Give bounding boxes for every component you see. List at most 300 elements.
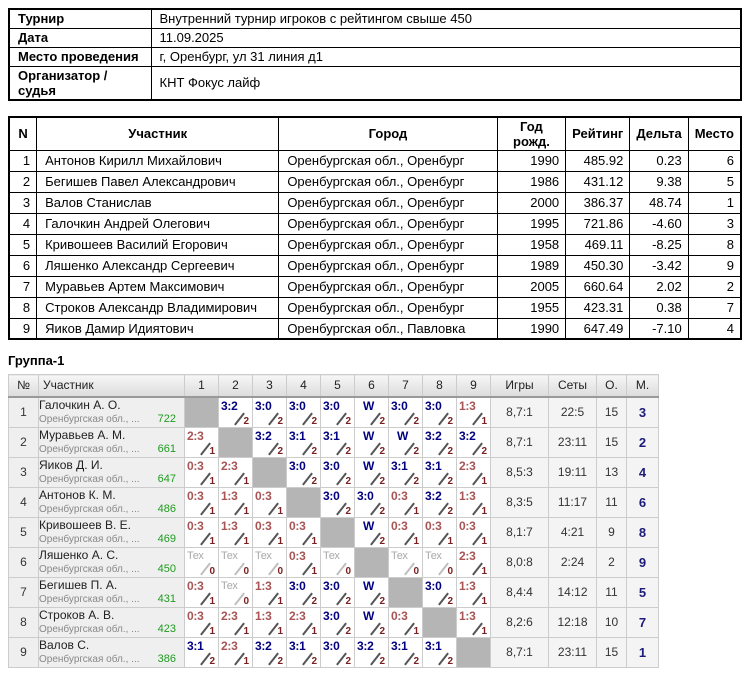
result-points: 2 xyxy=(311,415,317,427)
games-cell: 8,2:6 xyxy=(491,607,549,637)
info-value: КНТ Фокус лайф xyxy=(151,66,741,100)
group-header-row xyxy=(9,375,659,397)
group-row xyxy=(9,457,659,487)
result-points: 1 xyxy=(209,445,215,457)
sets-cell: 23:11 xyxy=(549,637,597,667)
result-points: 2 xyxy=(345,445,351,457)
group-crosstable xyxy=(8,374,659,668)
participant-delta: 9.38 xyxy=(630,171,688,192)
result-score: 3:0 xyxy=(323,458,340,473)
result-cell xyxy=(219,637,253,667)
participant-number: 6 xyxy=(9,255,37,276)
result-score: W xyxy=(363,578,375,593)
group-participant-cell xyxy=(39,517,185,547)
participant-region: Оренбургская обл., ... xyxy=(39,413,140,425)
participant-region: Оренбургская обл., ... xyxy=(39,533,140,545)
games-cell: 8,0:8 xyxy=(491,547,549,577)
result-points: 1 xyxy=(209,595,215,607)
participant-subline xyxy=(39,503,184,516)
result-points: 1 xyxy=(481,595,487,607)
place-cell: 1 xyxy=(627,637,659,667)
result-cell xyxy=(423,517,457,547)
participant-name: Валов С. xyxy=(39,637,90,652)
points-cell: 2 xyxy=(597,547,627,577)
result-score: 1:3 xyxy=(459,488,476,503)
result-cell-diagonal xyxy=(219,427,253,457)
result-score: 2:3 xyxy=(221,608,238,623)
group-header-opponent: 6 xyxy=(355,375,389,397)
result-cell xyxy=(185,457,219,487)
result-cell xyxy=(321,607,355,637)
result-points: 2 xyxy=(447,415,453,427)
participant-birth-year: 1990 xyxy=(497,318,565,339)
group-row xyxy=(9,427,659,457)
games-cell: 8,7:1 xyxy=(491,397,549,428)
result-points: 2 xyxy=(345,655,351,667)
result-cell-diagonal xyxy=(185,397,219,428)
result-points: 1 xyxy=(413,625,419,637)
participant-rating: 431 xyxy=(157,592,176,605)
result-score: Тех xyxy=(255,549,272,562)
group-title: Группа-1 xyxy=(8,353,65,368)
participant-region: Оренбургская обл., ... xyxy=(39,593,140,605)
participant-birth-year: 2005 xyxy=(497,276,565,297)
group-header-sets: Сеты xyxy=(549,375,597,397)
participants-header-cell: Дельта xyxy=(630,117,688,151)
result-cell xyxy=(219,397,253,428)
result-points: 1 xyxy=(277,625,283,637)
participant-place: 9 xyxy=(688,255,741,276)
result-points: 1 xyxy=(243,535,249,547)
participant-subline xyxy=(39,413,184,426)
result-points: 0 xyxy=(413,565,419,577)
result-score: 0:3 xyxy=(425,518,442,533)
sets-cell: 22:5 xyxy=(549,397,597,428)
result-points: 1 xyxy=(243,475,249,487)
result-cell xyxy=(253,427,287,457)
participant-rating: 660.64 xyxy=(566,276,630,297)
result-score: 2:3 xyxy=(459,548,476,563)
result-score: 3:0 xyxy=(323,638,340,653)
sets-cell: 11:17 xyxy=(549,487,597,517)
result-cell xyxy=(253,397,287,428)
result-score: 3:0 xyxy=(357,488,374,503)
result-cell xyxy=(423,637,457,667)
result-points: 2 xyxy=(447,655,453,667)
participant-name: Строков Александр Владимирович xyxy=(37,297,279,318)
result-points: 1 xyxy=(277,595,283,607)
result-cell xyxy=(253,607,287,637)
participant-birth-year: 1986 xyxy=(497,171,565,192)
result-cell xyxy=(287,577,321,607)
participant-row xyxy=(9,318,741,339)
participant-rating: 450 xyxy=(157,562,176,575)
result-cell xyxy=(423,577,457,607)
result-points: 2 xyxy=(379,535,385,547)
result-points: 2 xyxy=(379,595,385,607)
participant-delta: 0.38 xyxy=(630,297,688,318)
result-points: 2 xyxy=(311,475,317,487)
participant-number: 8 xyxy=(9,297,37,318)
result-cell-diagonal xyxy=(389,577,423,607)
place-cell: 8 xyxy=(627,517,659,547)
group-header-number: № xyxy=(9,375,39,397)
participant-birth-year: 1989 xyxy=(497,255,565,276)
result-points: 2 xyxy=(413,655,419,667)
result-score: 1:3 xyxy=(221,518,238,533)
group-participant-cell xyxy=(39,577,185,607)
points-cell: 11 xyxy=(597,487,627,517)
result-cell xyxy=(457,487,491,517)
result-cell xyxy=(219,457,253,487)
participant-name: Антонов К. М. xyxy=(39,487,116,502)
result-cell xyxy=(219,517,253,547)
participants-header-cell: N xyxy=(9,117,37,151)
participant-delta: 0.23 xyxy=(630,150,688,171)
result-score: 0:3 xyxy=(187,518,204,533)
participant-city: Оренбургская обл., Оренбург xyxy=(279,171,497,192)
games-cell: 8,7:1 xyxy=(491,637,549,667)
participant-name: Бегишев Павел Александрович xyxy=(37,171,279,192)
result-points: 1 xyxy=(413,505,419,517)
result-cell xyxy=(457,577,491,607)
result-cell xyxy=(457,517,491,547)
result-points: 1 xyxy=(481,505,487,517)
participant-name: Галочкин Андрей Олегович xyxy=(37,213,279,234)
result-points: 2 xyxy=(413,475,419,487)
result-score: 3:1 xyxy=(425,638,442,653)
participant-rating: 721.86 xyxy=(566,213,630,234)
group-row-number: 6 xyxy=(9,547,39,577)
result-score: 3:1 xyxy=(391,638,408,653)
participant-rating: 423.31 xyxy=(566,297,630,318)
participant-birth-year: 1955 xyxy=(497,297,565,318)
participant-rating: 469 xyxy=(157,532,176,545)
participant-subline xyxy=(39,473,184,486)
points-cell: 11 xyxy=(597,577,627,607)
result-cell xyxy=(389,517,423,547)
info-row xyxy=(9,28,741,47)
place-cell: 2 xyxy=(627,427,659,457)
info-value: г, Оренбург, ул 31 линия д1 xyxy=(151,47,741,66)
result-cell xyxy=(219,577,253,607)
result-score: 0:3 xyxy=(187,458,204,473)
info-row xyxy=(9,66,741,100)
result-points: 2 xyxy=(311,655,317,667)
info-row xyxy=(9,9,741,28)
result-score: Тех xyxy=(425,549,442,562)
result-score: 0:3 xyxy=(255,488,272,503)
result-cell xyxy=(287,457,321,487)
group-row-number: 4 xyxy=(9,487,39,517)
sets-cell: 19:11 xyxy=(549,457,597,487)
participant-birth-year: 2000 xyxy=(497,192,565,213)
participant-place: 8 xyxy=(688,234,741,255)
result-points: 1 xyxy=(481,535,487,547)
participant-region: Оренбургская обл., ... xyxy=(39,473,140,485)
participant-row xyxy=(9,192,741,213)
result-cell xyxy=(287,547,321,577)
participant-rating: 486 xyxy=(157,502,176,515)
result-cell xyxy=(389,487,423,517)
result-score: 3:2 xyxy=(425,428,442,443)
result-score: 3:1 xyxy=(391,458,408,473)
participant-number: 2 xyxy=(9,171,37,192)
participant-subline xyxy=(39,563,184,576)
sets-cell: 4:21 xyxy=(549,517,597,547)
group-row xyxy=(9,607,659,637)
result-score: 3:0 xyxy=(323,398,340,413)
result-points: 2 xyxy=(447,595,453,607)
place-cell: 3 xyxy=(627,397,659,428)
participant-rating: 485.92 xyxy=(566,150,630,171)
participant-row xyxy=(9,255,741,276)
result-cell xyxy=(253,637,287,667)
participant-region: Оренбургская обл., ... xyxy=(39,623,140,635)
participant-subline xyxy=(39,623,184,636)
result-points: 2 xyxy=(379,445,385,457)
result-points: 0 xyxy=(447,565,453,577)
participants-header-cell: Город xyxy=(279,117,497,151)
result-cell xyxy=(355,397,389,428)
result-score: 3:0 xyxy=(289,578,306,593)
group-header-opponent: 4 xyxy=(287,375,321,397)
participants-header-cell: Участник xyxy=(37,117,279,151)
participant-city: Оренбургская обл., Павловка xyxy=(279,318,497,339)
result-cell xyxy=(457,547,491,577)
participant-city: Оренбургская обл., Оренбург xyxy=(279,297,497,318)
result-score: W xyxy=(363,608,375,623)
group-row-number: 8 xyxy=(9,607,39,637)
group-participant-cell xyxy=(39,457,185,487)
participant-name: Ляшенко А. С. xyxy=(39,547,119,562)
result-points: 2 xyxy=(413,415,419,427)
participant-delta: -8.25 xyxy=(630,234,688,255)
points-cell: 15 xyxy=(597,637,627,667)
participant-rating: 450.30 xyxy=(566,255,630,276)
result-cell xyxy=(253,517,287,547)
participant-name: Строков А. В. xyxy=(39,607,115,622)
games-cell: 8,4:4 xyxy=(491,577,549,607)
result-cell xyxy=(185,547,219,577)
result-points: 2 xyxy=(277,445,283,457)
info-label: Турнир xyxy=(9,9,151,28)
result-cell xyxy=(389,547,423,577)
group-row xyxy=(9,517,659,547)
result-points: 2 xyxy=(447,445,453,457)
group-row xyxy=(9,487,659,517)
result-cell xyxy=(321,427,355,457)
group-row xyxy=(9,577,659,607)
result-cell xyxy=(185,637,219,667)
tournament-info-table xyxy=(8,8,742,101)
result-cell xyxy=(389,607,423,637)
result-score: 3:0 xyxy=(323,488,340,503)
group-participant-cell xyxy=(39,397,185,428)
info-label: Дата xyxy=(9,28,151,47)
result-points: 2 xyxy=(379,505,385,517)
participant-place: 5 xyxy=(688,171,741,192)
participant-rating: 647.49 xyxy=(566,318,630,339)
group-header-games: Игры xyxy=(491,375,549,397)
result-score: 3:0 xyxy=(289,398,306,413)
games-cell: 8,5:3 xyxy=(491,457,549,487)
result-cell xyxy=(287,427,321,457)
result-score: 3:2 xyxy=(459,428,476,443)
place-cell: 4 xyxy=(627,457,659,487)
result-points: 1 xyxy=(243,625,249,637)
info-value: 11.09.2025 xyxy=(151,28,741,47)
participant-number: 4 xyxy=(9,213,37,234)
result-score: 3:0 xyxy=(289,458,306,473)
result-points: 1 xyxy=(447,535,453,547)
result-points: 2 xyxy=(481,445,487,457)
result-points: 0 xyxy=(277,565,283,577)
participant-row xyxy=(9,171,741,192)
result-cell xyxy=(253,487,287,517)
info-row xyxy=(9,47,741,66)
sets-cell: 14:12 xyxy=(549,577,597,607)
result-cell xyxy=(287,517,321,547)
participant-row xyxy=(9,150,741,171)
points-cell: 15 xyxy=(597,397,627,428)
group-header-points: О. xyxy=(597,375,627,397)
result-points: 1 xyxy=(243,505,249,517)
result-points: 1 xyxy=(481,565,487,577)
result-cell xyxy=(389,427,423,457)
result-points: 2 xyxy=(379,415,385,427)
result-points: 1 xyxy=(481,475,487,487)
participant-row xyxy=(9,276,741,297)
points-cell: 10 xyxy=(597,607,627,637)
result-points: 1 xyxy=(311,535,317,547)
participant-name: Яиков Дамир Идиятович xyxy=(37,318,279,339)
participant-name: Антонов Кирилл Михайлович xyxy=(37,150,279,171)
result-points: 0 xyxy=(243,565,249,577)
result-score: 2:3 xyxy=(459,458,476,473)
result-score: 2:3 xyxy=(221,638,238,653)
result-cell xyxy=(355,487,389,517)
participant-birth-year: 1995 xyxy=(497,213,565,234)
result-points: 2 xyxy=(447,475,453,487)
result-cell xyxy=(423,397,457,428)
group-participant-cell xyxy=(39,607,185,637)
result-score: W xyxy=(363,398,375,413)
group-header-opponent: 9 xyxy=(457,375,491,397)
result-cell xyxy=(185,607,219,637)
result-score: W xyxy=(397,428,409,443)
result-score: Тех xyxy=(221,549,238,562)
result-points: 1 xyxy=(243,655,249,667)
result-points: 0 xyxy=(243,595,249,607)
place-cell: 6 xyxy=(627,487,659,517)
result-score: 1:3 xyxy=(459,608,476,623)
result-points: 2 xyxy=(345,505,351,517)
sets-cell: 2:24 xyxy=(549,547,597,577)
participant-name: Бегишев П. А. xyxy=(39,577,118,592)
result-points: 2 xyxy=(311,445,317,457)
result-score: 3:1 xyxy=(289,638,306,653)
group-header-place: М. xyxy=(627,375,659,397)
result-score: W xyxy=(363,458,375,473)
participant-delta: 48.74 xyxy=(630,192,688,213)
group-participant-cell xyxy=(39,547,185,577)
participant-rating: 386 xyxy=(157,652,176,665)
group-row-number: 5 xyxy=(9,517,39,547)
participant-city: Оренбургская обл., Оренбург xyxy=(279,192,497,213)
result-score: 3:0 xyxy=(323,578,340,593)
result-cell-diagonal xyxy=(355,547,389,577)
result-points: 1 xyxy=(481,415,487,427)
group-header-opponent: 3 xyxy=(253,375,287,397)
participants-header-cell: Рейтинг xyxy=(566,117,630,151)
group-header-opponent: 1 xyxy=(185,375,219,397)
result-score: 0:3 xyxy=(391,488,408,503)
participant-place: 1 xyxy=(688,192,741,213)
result-points: 2 xyxy=(243,415,249,427)
result-cell xyxy=(389,397,423,428)
result-points: 2 xyxy=(379,625,385,637)
participant-number: 9 xyxy=(9,318,37,339)
group-header-participant: Участник xyxy=(39,375,185,397)
result-score: 3:2 xyxy=(221,398,238,413)
result-cell xyxy=(219,487,253,517)
participant-name: Валов Станислав xyxy=(37,192,279,213)
result-cell xyxy=(321,637,355,667)
games-cell: 8,1:7 xyxy=(491,517,549,547)
participant-rating: 661 xyxy=(157,442,176,455)
participant-name: Кривошеев Василий Егорович xyxy=(37,234,279,255)
result-score: 3:0 xyxy=(425,398,442,413)
result-points: 1 xyxy=(209,475,215,487)
participant-rating: 431.12 xyxy=(566,171,630,192)
participant-delta: -4.60 xyxy=(630,213,688,234)
participant-name: Муравьев Артем Максимович xyxy=(37,276,279,297)
result-cell xyxy=(389,637,423,667)
result-score: 3:2 xyxy=(425,488,442,503)
participant-place: 3 xyxy=(688,213,741,234)
group-row-number: 9 xyxy=(9,637,39,667)
participant-place: 6 xyxy=(688,150,741,171)
result-cell xyxy=(287,397,321,428)
result-cell xyxy=(423,457,457,487)
result-score: 0:3 xyxy=(289,518,306,533)
participants-header-cell: Место xyxy=(688,117,741,151)
participant-rating: 386.37 xyxy=(566,192,630,213)
group-header-opponent: 7 xyxy=(389,375,423,397)
group-header-opponent: 5 xyxy=(321,375,355,397)
result-cell xyxy=(287,607,321,637)
result-points: 1 xyxy=(413,535,419,547)
result-score: 0:3 xyxy=(187,608,204,623)
result-cell xyxy=(423,547,457,577)
participant-name: Ляшенко Александр Сергеевич xyxy=(37,255,279,276)
result-cell xyxy=(457,397,491,428)
participant-region: Оренбургская обл., ... xyxy=(39,653,140,665)
participant-subline xyxy=(39,443,184,456)
result-cell xyxy=(457,427,491,457)
group-row-number: 7 xyxy=(9,577,39,607)
result-cell-diagonal xyxy=(287,487,321,517)
participant-delta: -3.42 xyxy=(630,255,688,276)
result-points: 2 xyxy=(447,505,453,517)
participant-subline xyxy=(39,533,184,546)
result-score: 3:0 xyxy=(323,608,340,623)
games-cell: 8,3:5 xyxy=(491,487,549,517)
info-label: Место проведения xyxy=(9,47,151,66)
participant-row xyxy=(9,234,741,255)
result-cell xyxy=(219,547,253,577)
